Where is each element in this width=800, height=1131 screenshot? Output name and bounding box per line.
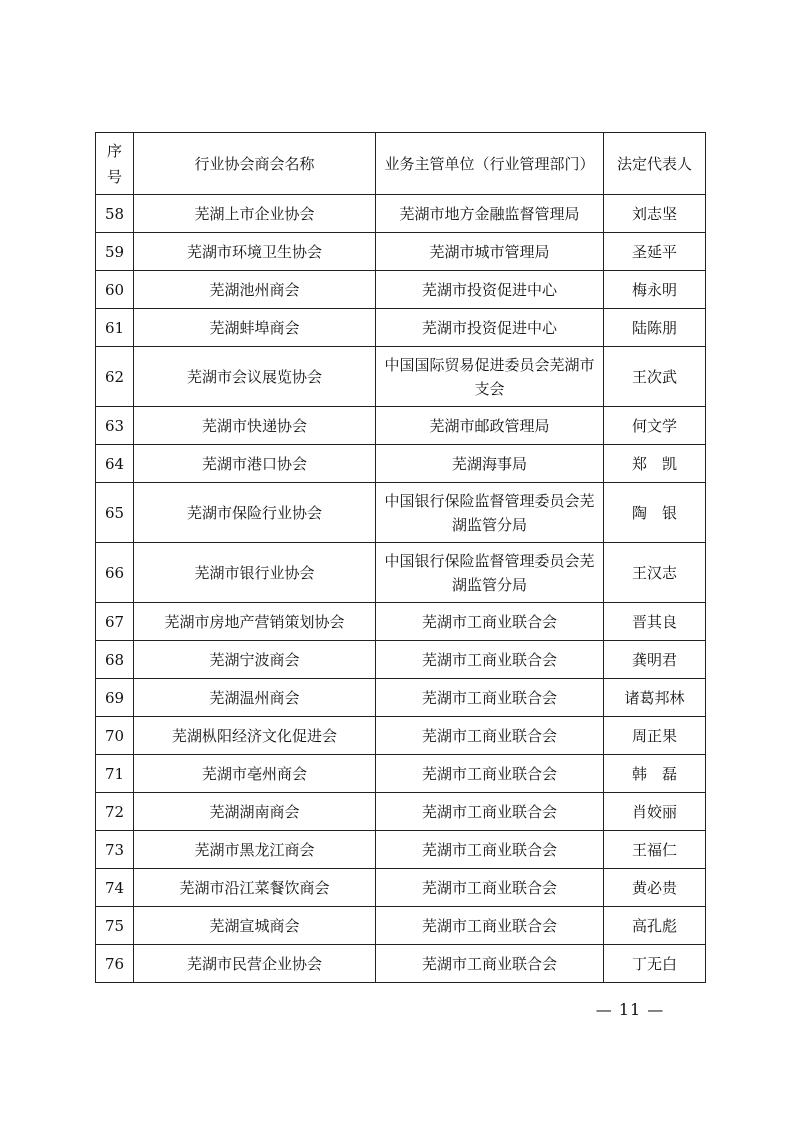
cell-serial-number: 70 [96, 717, 134, 755]
cell-supervising-unit: 中国银行保险监督管理委员会芜湖监管分局 [376, 483, 604, 543]
table-row [96, 945, 706, 983]
cell-supervising-unit: 芜湖市工商业联合会 [376, 717, 604, 755]
cell-serial-number: 68 [96, 641, 134, 679]
cell-association-name: 芜湖市保险行业协会 [134, 483, 376, 543]
cell-association-name: 芜湖温州商会 [134, 679, 376, 717]
cell-legal-representative: 王次武 [604, 347, 706, 407]
cell-legal-representative: 圣延平 [604, 233, 706, 271]
cell-serial-number: 60 [96, 271, 134, 309]
cell-serial-number: 58 [96, 195, 134, 233]
header-legal-representative: 法定代表人 [604, 133, 706, 195]
table-row [96, 869, 706, 907]
cell-serial-number: 64 [96, 445, 134, 483]
cell-legal-representative: 晋其良 [604, 603, 706, 641]
cell-supervising-unit: 芜湖市投资促进中心 [376, 271, 604, 309]
cell-association-name: 芜湖市沿江菜餐饮商会 [134, 869, 376, 907]
cell-supervising-unit: 芜湖市工商业联合会 [376, 755, 604, 793]
cell-association-name: 芜湖市会议展览协会 [134, 347, 376, 407]
table-row [96, 543, 706, 603]
cell-association-name: 芜湖市亳州商会 [134, 755, 376, 793]
cell-legal-representative: 王福仁 [604, 831, 706, 869]
cell-supervising-unit: 中国国际贸易促进委员会芜湖市支会 [376, 347, 604, 407]
cell-association-name: 芜湖宣城商会 [134, 907, 376, 945]
cell-association-name: 芜湖市港口协会 [134, 445, 376, 483]
table-row [96, 233, 706, 271]
cell-supervising-unit: 芜湖市投资促进中心 [376, 309, 604, 347]
table-row [96, 907, 706, 945]
cell-legal-representative: 何文学 [604, 407, 706, 445]
cell-association-name: 芜湖池州商会 [134, 271, 376, 309]
cell-supervising-unit: 芜湖市工商业联合会 [376, 793, 604, 831]
cell-supervising-unit: 芜湖市工商业联合会 [376, 603, 604, 641]
page-number: — 11 — [595, 1000, 665, 1019]
cell-supervising-unit: 芜湖市工商业联合会 [376, 907, 604, 945]
cell-legal-representative: 龚明君 [604, 641, 706, 679]
cell-association-name: 芜湖市快递协会 [134, 407, 376, 445]
cell-serial-number: 66 [96, 543, 134, 603]
table-row [96, 755, 706, 793]
cell-association-name: 芜湖上市企业协会 [134, 195, 376, 233]
cell-legal-representative: 陶 银 [604, 483, 706, 543]
cell-supervising-unit: 芜湖市工商业联合会 [376, 869, 604, 907]
cell-association-name: 芜湖宁波商会 [134, 641, 376, 679]
cell-legal-representative: 周正果 [604, 717, 706, 755]
table-row [96, 831, 706, 869]
table-row [96, 793, 706, 831]
header-supervising-unit: 业务主管单位（行业管理部门） [376, 133, 604, 195]
header-association-name: 行业协会商会名称 [134, 133, 376, 195]
cell-legal-representative: 韩 磊 [604, 755, 706, 793]
cell-serial-number: 76 [96, 945, 134, 983]
table-row [96, 603, 706, 641]
association-table [95, 132, 706, 983]
cell-association-name: 芜湖枞阳经济文化促进会 [134, 717, 376, 755]
table-row [96, 195, 706, 233]
cell-supervising-unit: 芜湖市城市管理局 [376, 233, 604, 271]
cell-legal-representative: 王汉志 [604, 543, 706, 603]
cell-serial-number: 62 [96, 347, 134, 407]
cell-serial-number: 59 [96, 233, 134, 271]
cell-serial-number: 65 [96, 483, 134, 543]
table-row [96, 483, 706, 543]
table-row [96, 347, 706, 407]
cell-supervising-unit: 芜湖市工商业联合会 [376, 945, 604, 983]
cell-serial-number: 75 [96, 907, 134, 945]
cell-association-name: 芜湖市黑龙江商会 [134, 831, 376, 869]
cell-serial-number: 72 [96, 793, 134, 831]
cell-legal-representative: 郑 凯 [604, 445, 706, 483]
cell-association-name: 芜湖湖南商会 [134, 793, 376, 831]
cell-legal-representative: 陆陈朋 [604, 309, 706, 347]
header-serial-number: 序 号 [96, 133, 134, 195]
cell-supervising-unit: 芜湖市地方金融监督管理局 [376, 195, 604, 233]
table-header-row [96, 133, 706, 195]
cell-legal-representative: 丁无白 [604, 945, 706, 983]
table-row [96, 641, 706, 679]
cell-legal-representative: 高孔彪 [604, 907, 706, 945]
cell-legal-representative: 刘志坚 [604, 195, 706, 233]
table-row [96, 445, 706, 483]
cell-serial-number: 71 [96, 755, 134, 793]
cell-supervising-unit: 芜湖市工商业联合会 [376, 641, 604, 679]
cell-association-name: 芜湖市民营企业协会 [134, 945, 376, 983]
cell-legal-representative: 肖姣丽 [604, 793, 706, 831]
cell-serial-number: 63 [96, 407, 134, 445]
cell-serial-number: 73 [96, 831, 134, 869]
cell-association-name: 芜湖市房地产营销策划协会 [134, 603, 376, 641]
cell-legal-representative: 梅永明 [604, 271, 706, 309]
cell-serial-number: 69 [96, 679, 134, 717]
cell-supervising-unit: 中国银行保险监督管理委员会芜湖监管分局 [376, 543, 604, 603]
table-row [96, 679, 706, 717]
table-body [96, 195, 706, 983]
cell-serial-number: 61 [96, 309, 134, 347]
cell-supervising-unit: 芜湖市邮政管理局 [376, 407, 604, 445]
cell-serial-number: 67 [96, 603, 134, 641]
cell-association-name: 芜湖市环境卫生协会 [134, 233, 376, 271]
table-row [96, 407, 706, 445]
cell-supervising-unit: 芜湖海事局 [376, 445, 604, 483]
cell-supervising-unit: 芜湖市工商业联合会 [376, 831, 604, 869]
cell-supervising-unit: 芜湖市工商业联合会 [376, 679, 604, 717]
table-row [96, 271, 706, 309]
table-row [96, 717, 706, 755]
cell-association-name: 芜湖蚌埠商会 [134, 309, 376, 347]
cell-legal-representative: 黄必贵 [604, 869, 706, 907]
cell-serial-number: 74 [96, 869, 134, 907]
table-row [96, 309, 706, 347]
cell-legal-representative: 诸葛邦林 [604, 679, 706, 717]
cell-association-name: 芜湖市银行业协会 [134, 543, 376, 603]
